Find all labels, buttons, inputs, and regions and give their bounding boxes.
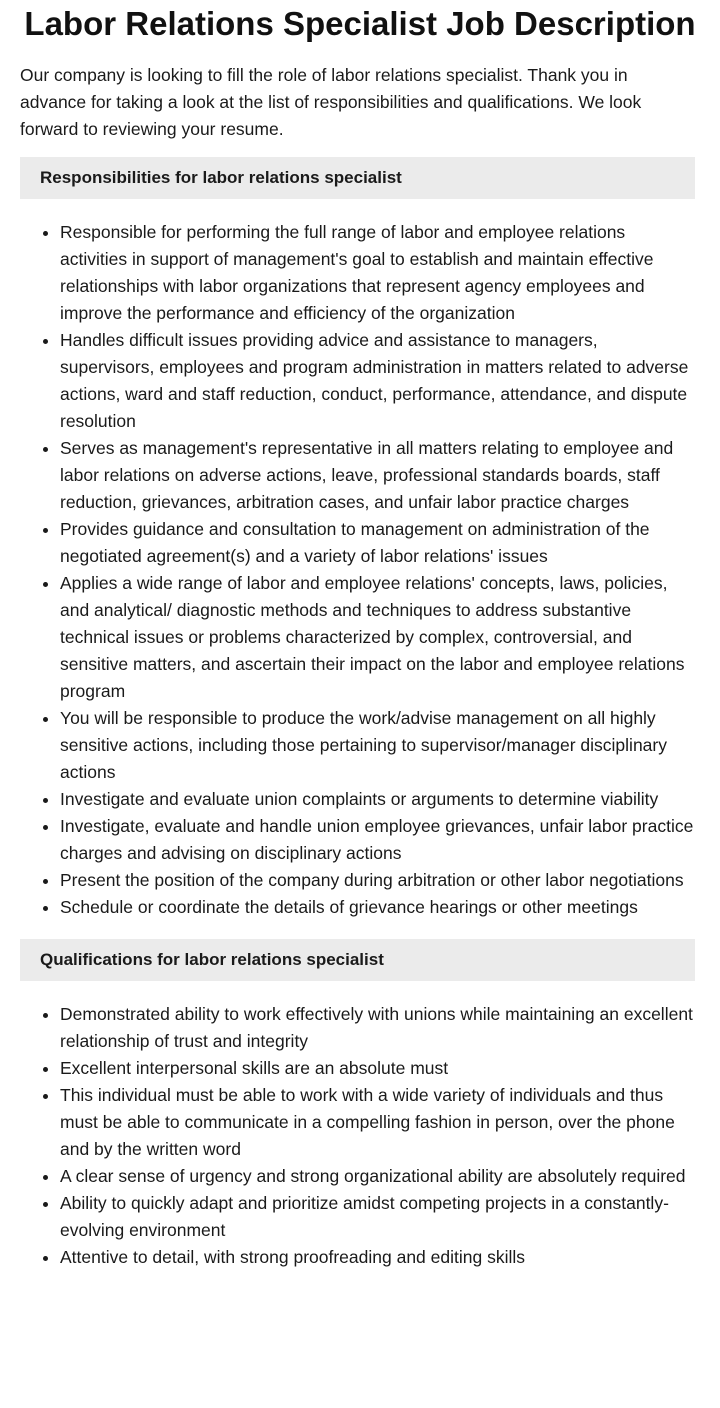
list-item: • Handles difficult issues providing advice and assistance to managers, supervisors, employees and program administration in matters related to adverse actions, ward and staff reduction, conduct, performance, attendance, and dispute resolution <box>60 327 695 435</box>
list-item: • Serves as management's representative in all matters relating to employee and labor relations on adverse actions, leave, professional standards boards, staff reduction, grievances, arbitration cases, and unfair labor practice charges <box>60 435 695 516</box>
qualifications-heading: Qualifications for labor relations specialist <box>20 939 695 981</box>
list-item: • Attentive to detail, with strong proofreading and editing skills <box>60 1244 695 1271</box>
qualifications-list <box>20 1001 695 1271</box>
list-item: • Investigate and evaluate union complaints or arguments to determine viability <box>60 786 695 813</box>
list-item: • Demonstrated ability to work effectively with unions while maintaining an excellent relationship of trust and integrity <box>60 1001 695 1055</box>
list-item: • Responsible for performing the full range of labor and employee relations activities in support of management's goal to establish and maintain effective relationships with labor organizations that represent agency employees and improve the performance and efficiency of the organization <box>60 219 695 327</box>
page-title: Labor Relations Specialist Job Description <box>24 5 696 42</box>
list-item: • Investigate, evaluate and handle union employee grievances, unfair labor practice charges and advising on disciplinary actions <box>60 813 695 867</box>
list-item: • Present the position of the company during arbitration or other labor negotiations <box>60 867 695 894</box>
list-item: • Schedule or coordinate the details of grievance hearings or other meetings <box>60 894 695 921</box>
list-item: • Provides guidance and consultation to management on administration of the negotiated agreement(s) and a variety of labor relations' issues <box>60 516 695 570</box>
list-item: • Ability to quickly adapt and prioritize amidst competing projects in a constantly-evolving environment <box>60 1190 695 1244</box>
list-item: • You will be responsible to produce the work/advise management on all highly sensitive actions, including those pertaining to supervisor/manager disciplinary actions <box>60 705 695 786</box>
responsibilities-heading: Responsibilities for labor relations specialist <box>20 157 695 199</box>
list-item: • Applies a wide range of labor and employee relations' concepts, laws, policies, and analytical/ diagnostic methods and techniques to address substantive technical issues or problems characterized by complex, controversial, and sensitive matters, and ascertain their impact on the labor and employee relations program <box>60 570 695 705</box>
responsibilities-list <box>20 219 695 921</box>
list-item: • A clear sense of urgency and strong organizational ability are absolutely required <box>60 1163 695 1190</box>
list-item: • This individual must be able to work with a wide variety of individuals and thus must be able to communicate in a compelling fashion in person, over the phone and by the written word <box>60 1082 695 1163</box>
intro-paragraph: Our company is looking to fill the role of labor relations specialist. Thank you in advance for taking a look at the list of responsibilities and qualifications. We look forward to reviewing your resume. <box>20 65 642 139</box>
list-item: • Excellent interpersonal skills are an absolute must <box>60 1055 695 1082</box>
